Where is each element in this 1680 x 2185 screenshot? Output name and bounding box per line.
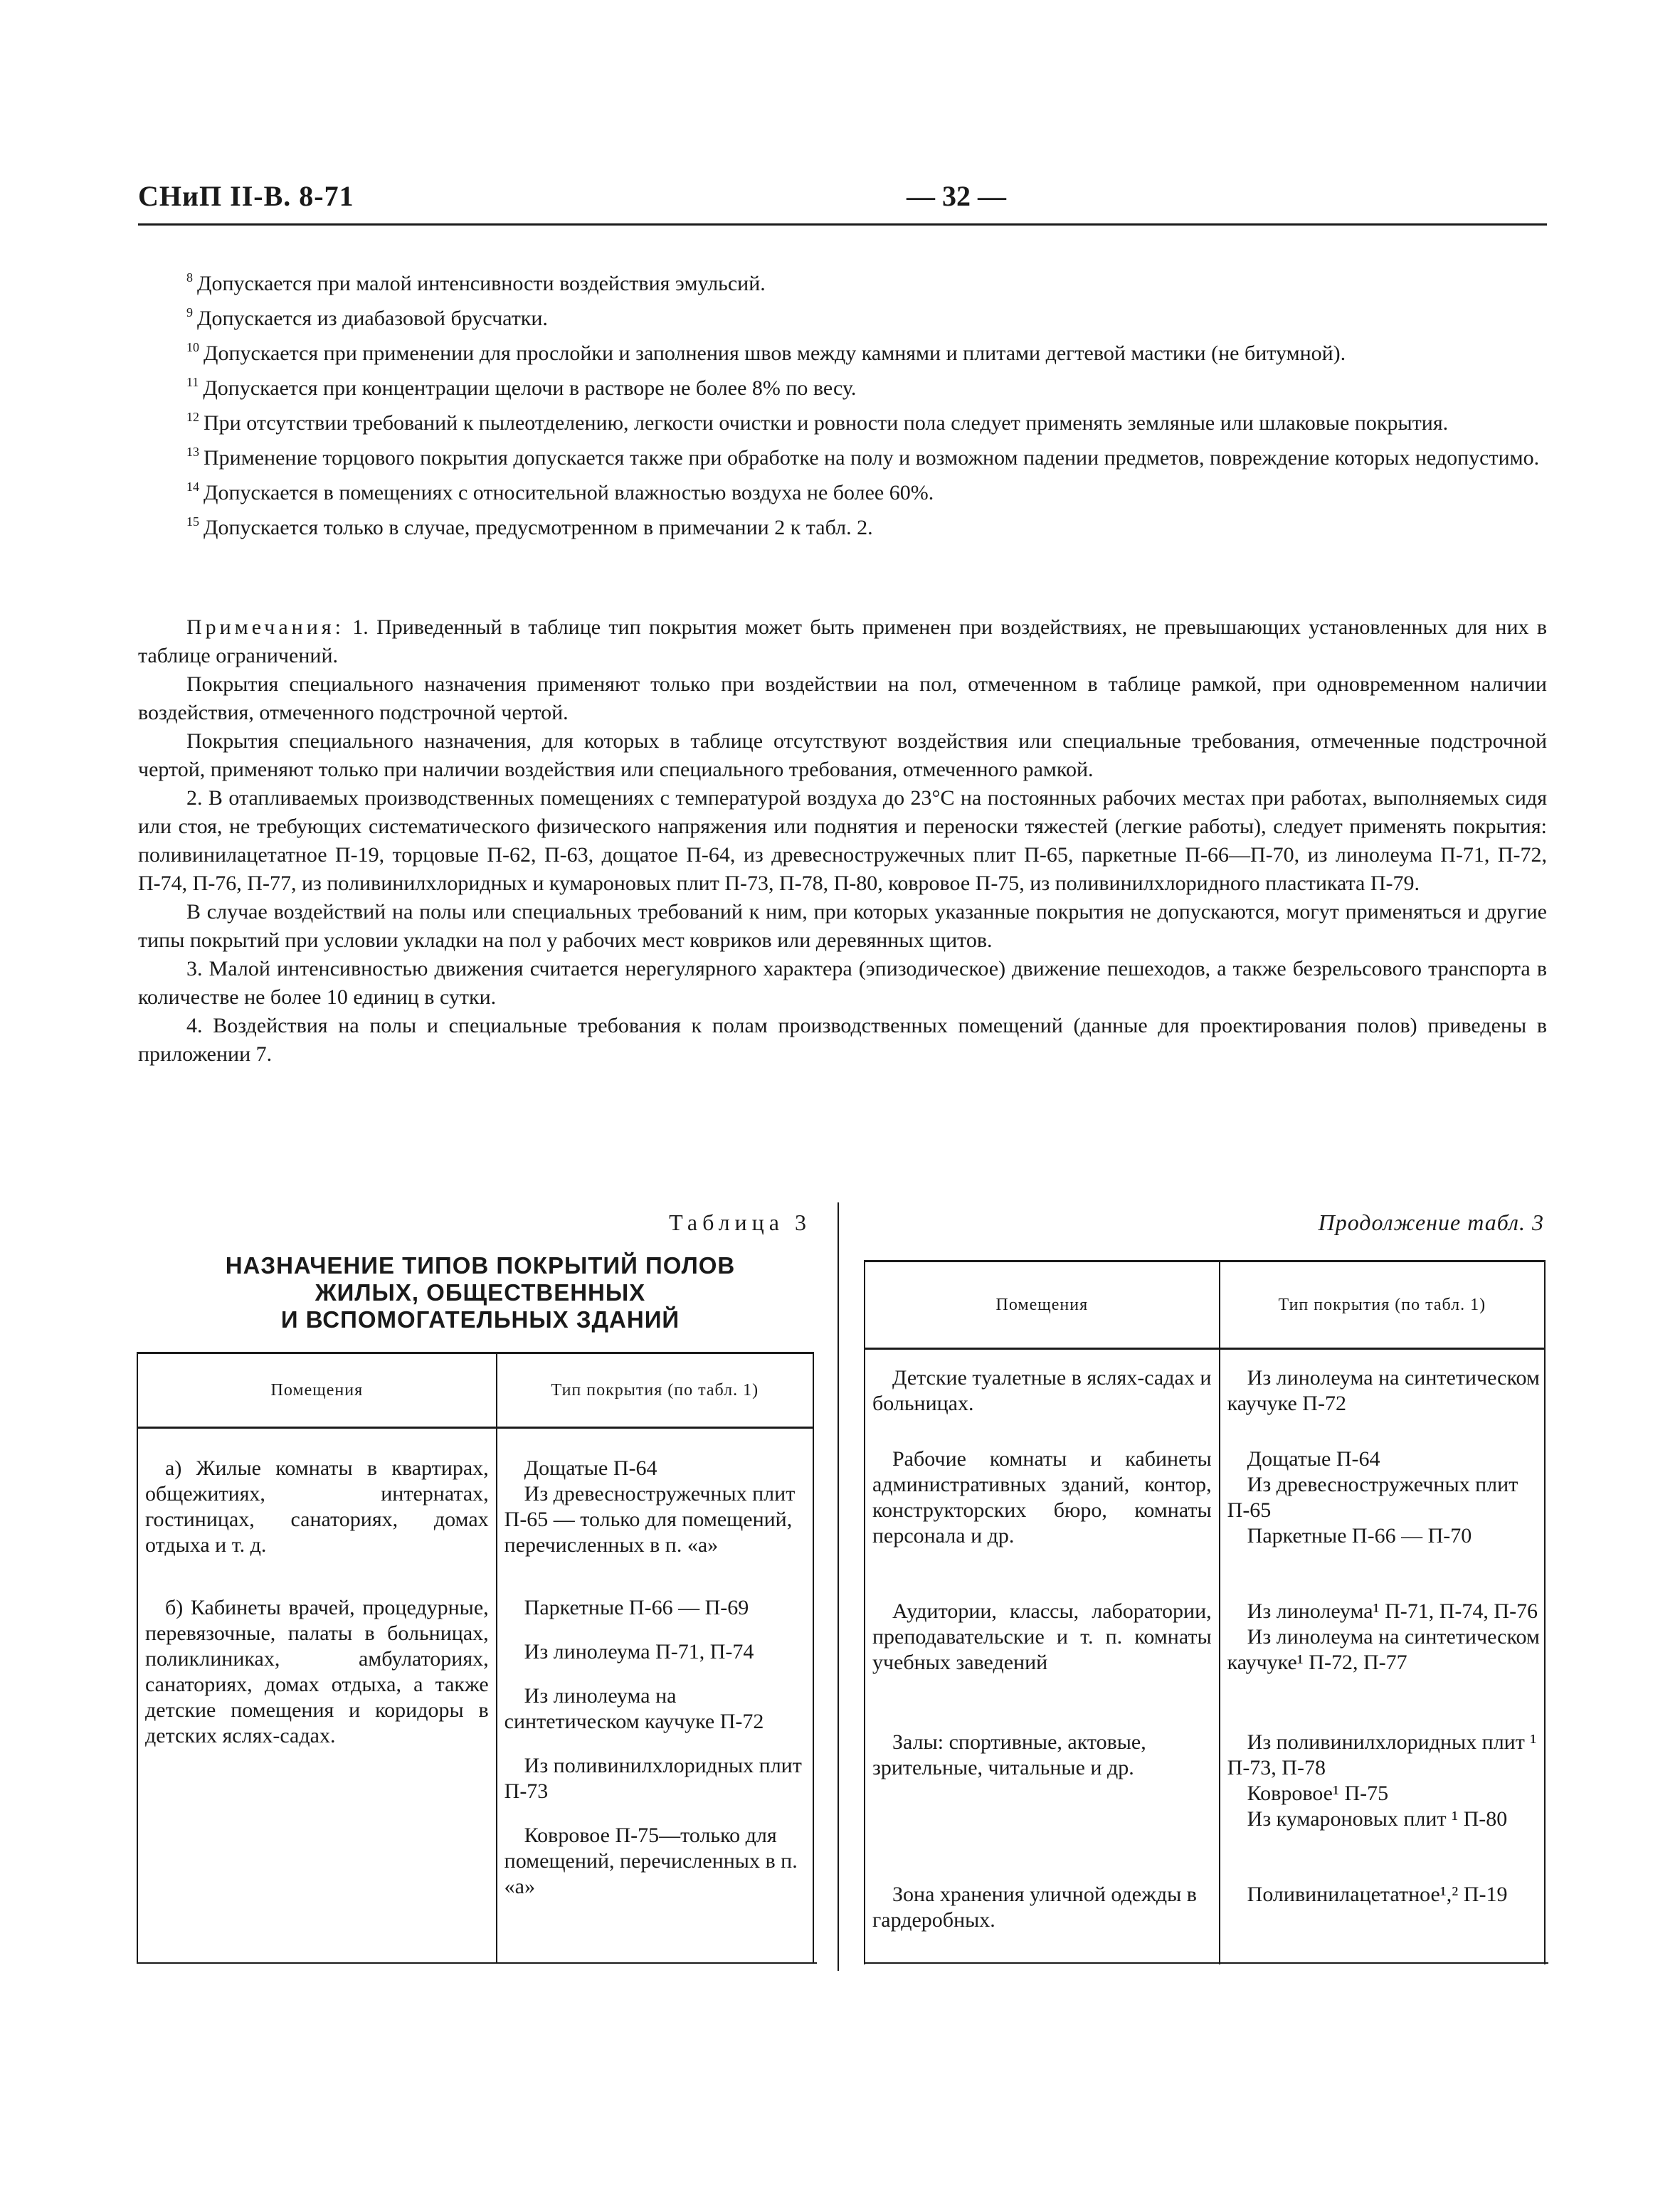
table-row — [865, 1879, 1545, 1964]
footnote-number: 10 — [186, 340, 199, 354]
footnote-number: 12 — [186, 410, 199, 424]
footnote-text: Допускается при применении для прослойки и заполнения швов между камнями и плитами дегтевой мастики (не битумной). — [204, 342, 1346, 365]
header-rule — [138, 223, 1547, 226]
footnote — [138, 507, 1547, 542]
table-3 — [137, 1352, 814, 1964]
footnote-text: Допускается только в случае, предусмотренном в примечании 2 к табл. 2. — [204, 516, 873, 539]
footnote-text: При отсутствии требований к пылеотделению, легкости очистки и ровности пола следует применять земляные или шлаковые покрытия. — [204, 411, 1449, 435]
cover-type: Из линолеума на синтетическом каучуке П-72 — [504, 1684, 764, 1733]
cover-type: Паркетные П-66 — П-70 — [1247, 1524, 1472, 1548]
footnote — [138, 472, 1547, 507]
cover-type: Из кумароновых плит ¹ П-80 — [1247, 1807, 1508, 1831]
note-paragraph: Покрытия специального назначения, для которых в таблице отсутствуют воздействия или специальные требования, отмеченные подстрочной чертой, применяют только при наличии воздействия или специального требования, отмеченного рамкой. — [138, 729, 1547, 781]
cover-type: Ковровое¹ П-75 — [1247, 1782, 1389, 1805]
table-row — [865, 1596, 1545, 1727]
footnote — [138, 333, 1547, 368]
footnote-text: Допускается из диабазовой брусчатки. — [197, 307, 548, 330]
column-header-cover-type: Тип покрытия (по табл. 1) — [497, 1353, 813, 1428]
cover-type: Из линолеума¹ П-71, П-74, П-76 — [1247, 1599, 1538, 1623]
footnotes — [138, 263, 1547, 542]
room-cell: а) Жилые комнаты в квартирах, общежитиях, интернатах, гостиницах, санаториях, домах отдыха и т. д. — [145, 1456, 489, 1557]
room-cell: Аудитории, классы, лаборатории, преподавательские и т. п. комнаты учебных заведений — [872, 1599, 1212, 1674]
room-cell: Рабочие комнаты и кабинеты административных зданий, контор, конструкторских бюро, комнаты персонала и др. — [872, 1447, 1212, 1548]
room-cell: Залы: спортивные, актовые, зрительные, читальные и др. — [872, 1730, 1146, 1779]
column-header-rooms: Помещения — [865, 1261, 1220, 1349]
footnote — [138, 263, 1547, 298]
table-bottom-rule — [137, 1962, 817, 1964]
footnote — [138, 368, 1547, 403]
column-header-cover-type: Тип покрытия (по табл. 1) — [1220, 1261, 1545, 1349]
cover-type: Поливинилацетатное¹,² П-19 — [1247, 1883, 1508, 1906]
cover-type: Из линолеума на синтетическом каучуке¹ П-72, П-77 — [1227, 1625, 1540, 1674]
cover-type: Паркетные П-66 — П-69 — [524, 1596, 749, 1619]
cover-type: Из линолеума П-71, П-74 — [524, 1640, 754, 1663]
room-cell: б) Кабинеты врачей, процедурные, перевязочные, палаты в больницах, поликлиниках, амбулаториях, санаториях, домах отдыха, а также детские помещения и коридоры в детских яслях-садах. — [145, 1596, 489, 1747]
table-bottom-rule — [864, 1962, 1548, 1964]
cover-type: Ковровое П-75—только для помещений, перечисленных в п. «а» — [504, 1824, 798, 1898]
footnote-text: Допускается при малой интенсивности воздействия эмульсий. — [197, 272, 766, 295]
notes-label: Примечания: — [186, 615, 344, 639]
table-row — [865, 1727, 1545, 1879]
note-1 — [138, 613, 1547, 670]
cover-type: Дощатые П-64 — [1247, 1447, 1380, 1471]
cover-type: Из древесностружечных плит П-65 — [1227, 1473, 1518, 1522]
room-cell: Зона хранения уличной одежды в гардеробных. — [872, 1883, 1197, 1932]
table-row — [865, 1349, 1545, 1444]
table-title — [135, 1252, 825, 1333]
footnote-number: 14 — [186, 480, 199, 494]
notes — [138, 613, 1547, 1069]
footnote-text: Допускается при концентрации щелочи в растворе не более 8% по весу. — [203, 376, 857, 400]
table-label: Таблица 3 — [669, 1210, 811, 1235]
cover-type: Из линолеума на синтетическом каучуке П-72 — [1227, 1366, 1540, 1415]
page-header — [138, 179, 1546, 222]
footnote-text: Применение торцового покрытия допускается также при обработке на полу и возможном падении предметов, повреждение которых недопустимо. — [204, 446, 1540, 470]
table-3-continuation — [864, 1260, 1546, 1964]
table-title-line: И ВСПОМОГАТЕЛЬНЫХ ЗДАНИЙ — [280, 1306, 680, 1333]
footnote — [138, 438, 1547, 472]
table-row — [137, 1591, 813, 1964]
column-divider — [838, 1202, 839, 1971]
footnote-text: Допускается в помещениях с относительной влажностью воздуха не более 60%. — [204, 481, 934, 504]
footnote-number: 8 — [186, 270, 193, 285]
footnote-number: 15 — [186, 514, 199, 529]
table-title-line: НАЗНАЧЕНИЕ ТИПОВ ПОКРЫТИЙ ПОЛОВ — [225, 1252, 736, 1279]
table-title-line: ЖИЛЫХ, ОБЩЕСТВЕННЫХ — [315, 1279, 646, 1306]
room-cell: Детские туалетные в яслях-садах и больницах. — [872, 1366, 1212, 1415]
footnote-number: 13 — [186, 445, 199, 459]
document-code: СНиП II-В. 8-71 — [138, 180, 354, 212]
note-4: 4. Воздействия на полы и специальные требования к полам производственных помещений (данные для проектирования полов) приведены в приложении 7. — [138, 1014, 1547, 1066]
note-paragraph: В случае воздействий на полы или специальных требований к ним, при которых указанные покрытия не допускаются, могут применяться и другие типы покрытий при условии укладки на пол у рабочих мест ковриков или деревянных щитов. — [138, 900, 1547, 952]
footnote-number: 9 — [186, 305, 193, 319]
note-3: 3. Малой интенсивностью движения считается нерегулярного характера (эпизодическое) движение пешеходов, а также безрельсового транспорта в количестве не более 10 единиц в сутки. — [138, 957, 1547, 1009]
footnote — [138, 403, 1547, 438]
note-text: 1. Приведенный в таблице тип покрытия может быть применен при воздействиях, не превышающих установленных для них в таблице ограничений. — [138, 615, 1548, 667]
cover-type: Из поливинилхлоридных плит ¹ П-73, П-78 — [1227, 1730, 1537, 1779]
note-2: 2. В отапливаемых производственных помещениях с температурой воздуха до 23°С на постоянных рабочих местах при работах, выполняемых сидя или стоя, не требующих систематического физического напряжения или поднятия и переноски тяжестей (легкие работы), следует применять покрытия: поливинилацетатное П-19, торцовые П-62, П-63, дощатое П-64, из древесностружечных плит П-65, паркетные П-66—П-70, из линолеума П-71, П-72, П-74, П-76, П-77, из поливинилхлоридных и кумароновых плит П-73, П-78, П-80, ковровое П-75, из поливинилхлоридного пластиката П-79. — [138, 786, 1547, 895]
footnote — [138, 298, 1547, 333]
column-header-rooms: Помещения — [137, 1353, 497, 1428]
note-paragraph: Покрытия специального назначения применяют только при воздействии на пол, отмеченном в таблице рамкой, при одновременном наличии воздействия, отмеченного подстрочной чертой. — [138, 672, 1547, 724]
cover-type: Из поливинилхлоридных плит П-73 — [504, 1754, 802, 1803]
table-row — [865, 1444, 1545, 1596]
continuation-label: Продолжение табл. 3 — [1318, 1210, 1544, 1235]
page-number: — 32 — — [907, 180, 1006, 212]
footnote-number: 11 — [186, 375, 199, 389]
cover-type: Дощатые П-64 — [524, 1456, 657, 1480]
cover-type: Из древесностружечных плит П-65 — только для помещений, перечисленных в п. «а» — [504, 1482, 796, 1557]
table-row — [137, 1428, 813, 1592]
